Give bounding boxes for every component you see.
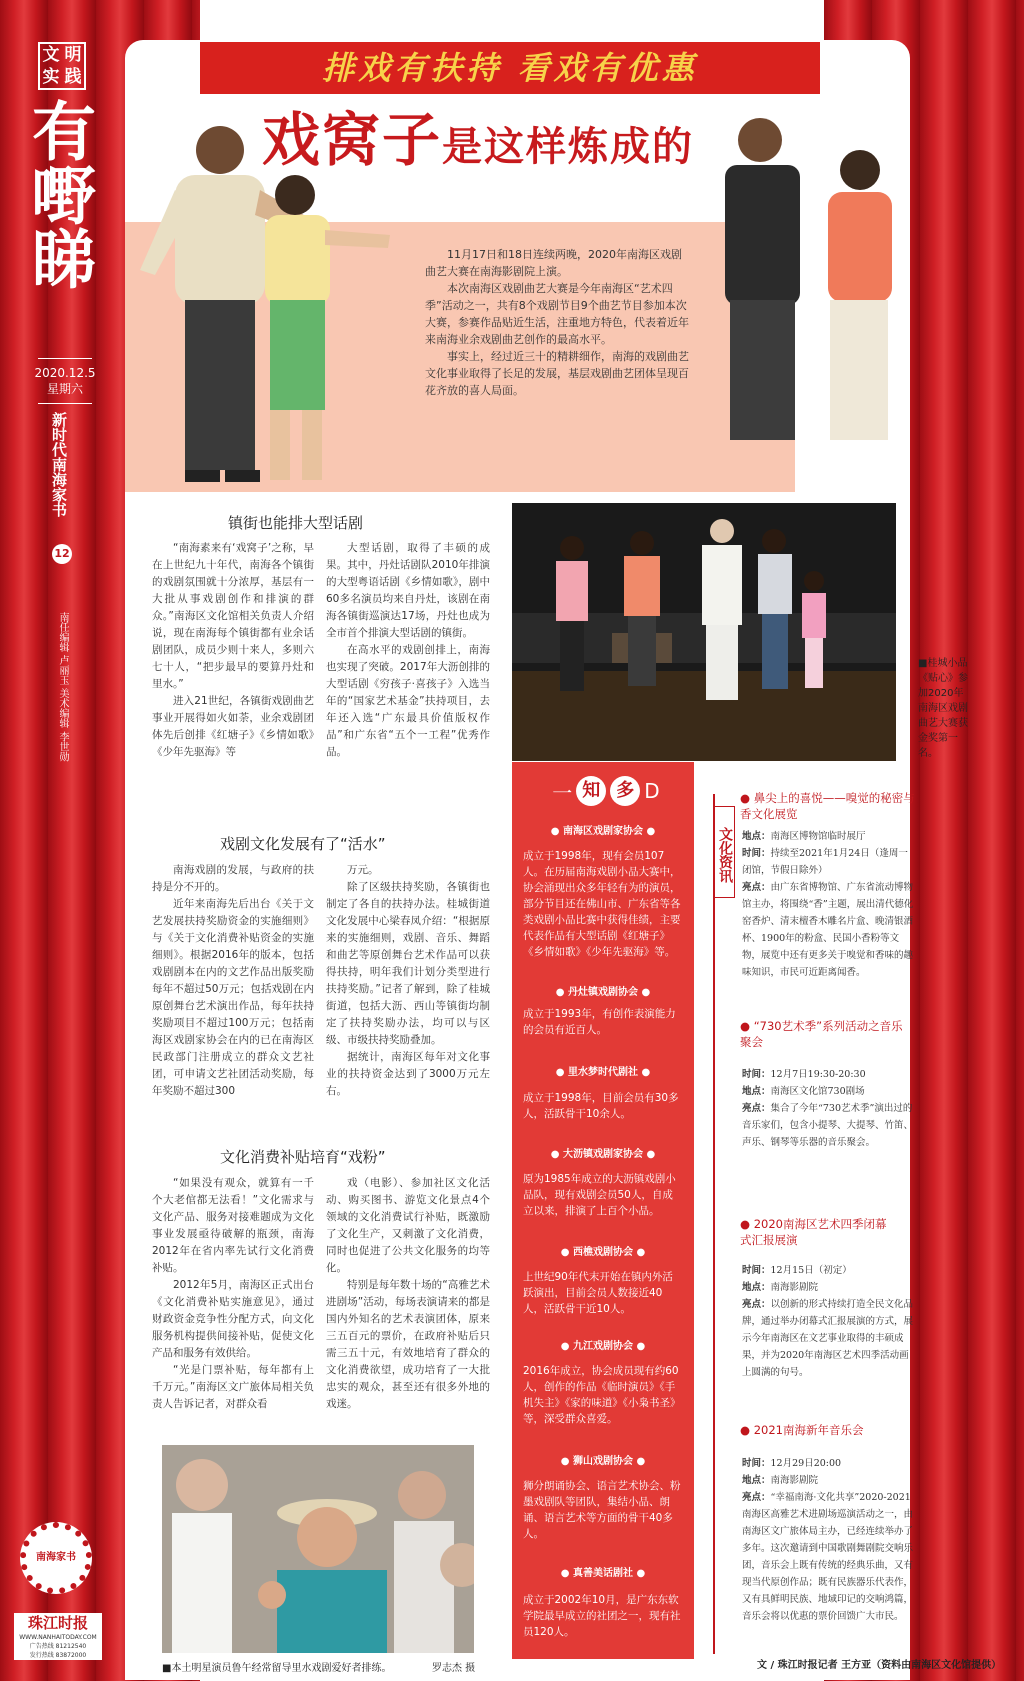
event-field-value: 南海区文化馆730剧场 (770, 1086, 865, 1097)
article-paragraph: 进入21世纪，各镇街戏剧曲艺事业开展得如火如荼，业余戏剧团体先后创排《红塘子》《乡情如歌》《少年先驱海》等 (152, 695, 314, 758)
qr-code[interactable] (20, 1522, 92, 1594)
page-number: 12 (52, 544, 72, 564)
intro-text (425, 246, 690, 399)
tag-char: 践 (64, 67, 82, 87)
event-field-label: 时间： (742, 848, 771, 859)
event-field-value: 12月7日19:30-20:30 (770, 1069, 866, 1080)
event-field-value: 南海区博物馆临时展厅 (770, 831, 866, 842)
article-column (152, 862, 314, 1100)
tag-char: 文 (42, 45, 60, 65)
intro-paragraph: 事实上，经过近三十的精耕细作，南海的戏剧曲艺文化事业取得了长足的发展，基层戏剧曲艺团体呈现百花齐放的喜人局面。 (425, 350, 689, 397)
masthead-credits: 南任编辑 卢丽玉 美术编辑 李世勋 (57, 612, 68, 762)
event-field-label: 地点： (742, 1475, 771, 1486)
association-desc: 成立于1998年，现有会员107人。在历届南海戏剧小品大赛中，协会涌现出众多年轻有为的演员，部分节目还在佛山市、广东省等各类戏剧小品比赛中获得佳绩，主要代表作品有大型话剧《红塘子》《乡情如歌》《少年先驱海》等。 (523, 850, 681, 958)
event-field-value: 集合了今年“730艺术季”演出过的音乐家们，包含小提琴、大提琴、竹笛、声乐、钢琴等乐器的音乐聚会。 (742, 1103, 914, 1148)
event-field-value: 12月15日（初定） (770, 1265, 852, 1276)
crowd-photo (162, 1445, 474, 1653)
event-field-value: “幸福南海·文化共享”2020-2021南海区高雅艺术进剧场巡演活动之一，由南海区文广旅体局主办，已经连续举办了多年。这次邀请到中国歌剧舞剧院交响乐团，音乐会上既有传统的经典乐曲，又有现当代原创作品；既有民族器乐代表作，又有具鲜明民族、地域印记的交响鸿篇，音乐会将以优惠的票价回馈广大市民。 (742, 1492, 914, 1622)
tag-char: 明 (64, 45, 82, 65)
event-title: ● 鼻尖上的喜悦——嗅觉的秘密与香文化展览 (740, 790, 925, 822)
article-paragraph: “南海素来有‘戏窝子’之称，早在上世纪九十年代，南海各个镇街的戏剧氛围就十分浓厚，基层有一大批从事戏剧创作和排演的群众。”南海区文化馆相关负责人介绍说，现在南海每个镇街都有业余话剧团队，成员少则十来人，多则六七十人，“把步最早的要算丹灶和里水。” (152, 542, 314, 690)
event-field-value: 南海影剧院 (770, 1475, 819, 1486)
association-name: ● 里水梦时代剧社 ● (555, 1067, 651, 1078)
newspaper-logo (14, 1613, 102, 1660)
article-paragraph: “光是门票补贴，每年都有上千万元。”南海区文广旅体局相关负责人告诉记者，对群众看 (152, 1364, 314, 1410)
stage-photo-caption: ■桂城小品《贴心》参加2020年南海区戏剧曲艺大赛获金奖第一名。 (918, 658, 968, 759)
association-desc: 成立于1993年，有创作表演能力的会员有近百人。 (523, 1008, 676, 1036)
event-details (742, 828, 914, 981)
event-field-label: 亮点： (742, 1492, 771, 1503)
culture-info-rule (713, 794, 715, 1654)
article-column (326, 540, 490, 761)
article-column (326, 1175, 490, 1413)
performers-right-image (710, 110, 910, 480)
association-name: ● 丹灶镇戏剧协会 ● (555, 987, 651, 998)
event-field-label: 亮点： (742, 882, 771, 893)
event-title: ● 2020南海区艺术四季闭幕式汇报展演 (740, 1216, 890, 1248)
event-field-value: 南海影剧院 (770, 1282, 819, 1293)
masthead-title: 有嘢睇 (21, 98, 96, 290)
association-name: ● 真善美话剧社 ● (560, 1568, 646, 1579)
article-column (152, 1175, 314, 1413)
issue-date: 2020.12.5 (34, 366, 96, 380)
article-title: 戏剧文化发展有了“活水” (220, 835, 386, 853)
event-field-label: 时间： (742, 1265, 771, 1276)
event-details (742, 1066, 914, 1151)
masthead-date (30, 352, 100, 410)
article-title: 文化消费补贴培育“戏粉” (220, 1148, 386, 1166)
masthead-tag (38, 42, 86, 90)
intro-paragraph: 本次南海区戏剧曲艺大赛是今年南海区“艺术四季”活动之一，共有8个戏剧节目9个曲艺节目参加本次大赛，参赛作品贴近生活，注重地方特色，代表着近年来南海业余戏剧曲艺创作的最高水平。 (425, 282, 689, 346)
event-field-label: 地点： (742, 831, 771, 842)
event-field-value: 由广东省博物馆、广东省流动博物馆主办，将围绕“香”主题，展出清代德化窑香炉、清末檀香木雕名片盒、晚清银酒杯、1900年的粉盒、民国小香粉等文物，展览中还有更多关于嗅觉和香味的趣味知识，市民可近距离闻香。 (742, 882, 914, 978)
stage-actors-image (512, 503, 896, 761)
tag-char: 实 (42, 67, 60, 87)
logo-name: 珠江时报 (27, 1614, 88, 1632)
stage-photo (512, 503, 896, 761)
issue-weekday: 星期六 (46, 382, 83, 396)
logo-phone: 发行热线 83872000 (29, 1652, 87, 1659)
event-field-label: 地点： (742, 1086, 771, 1097)
association-desc: 2016年成立，协会成员现有约60人，创作的作品《临时演员》《手机失主》《家的味道》《小枭书圣》等，深受群众喜爱。 (523, 1365, 681, 1425)
article-column (152, 540, 314, 761)
know-more-char: 知 (576, 776, 606, 806)
article-paragraph: 戏（电影）、参加社区文化活动、购买图书、游览文化景点4个领域的文化消费试行补贴，既激励了文化生产，又刺激了文化消费，同时也促进了公共文化服务的均等化。 (326, 1177, 490, 1274)
association-desc: 上世纪90年代末开始在镇内外活跃演出，目前会员人数接近40人，活跃骨干近10人。 (523, 1271, 673, 1315)
event-field-label: 亮点： (742, 1299, 771, 1310)
article-paragraph: 2012年5月，南海区正式出台《文化消费补贴实施意见》，通过财政资金竞争性分配方式，向文化服务机构提供间接补贴，促使文化产品和服务有效供给。 (152, 1279, 314, 1359)
event-field-value: 以创新的形式持续打造全民文化品牌，通过举办闭幕式汇报展演的方式，展示今年南海区在文艺事业取得的丰硕成果，并为2020年南海区艺术四季活动画上圆满的句号。 (742, 1299, 914, 1378)
article-paragraph: 万元。 (347, 864, 379, 876)
event-title: ● 2021南海新年音乐会 (740, 1422, 910, 1438)
event-field-label: 地点： (742, 1282, 771, 1293)
headline-banner: 排戏有扶持 看戏有优惠 (200, 42, 820, 94)
article-paragraph: “如果没有观众，就算有一千个大老倌都无法看！”文化需求与文化产品、服务对接难题成为文化事业发展亟待破解的瓶颈，南海2012年在省内率先试行文化消费补贴。 (152, 1177, 314, 1274)
article-title: 镇街也能排大型话剧 (228, 514, 364, 532)
association-desc: 狮分朗诵协会、语言艺术协会、粉墨戏剧队等团队，集结小品、朗诵、语言艺术等方面的骨干40多人。 (523, 1480, 681, 1540)
association-name: ● 九江戏剧协会 ● (560, 1341, 646, 1352)
event-field-label: 时间： (742, 1458, 771, 1469)
logo-url: WWW.NANHAITODAY.COM (19, 1634, 97, 1641)
article-paragraph: 特别是每年数十场的“高雅艺术进剧场”活动，每场表演请来的都是国内外知名的艺术表演团体，原来三五百元的票价，在政府补贴后只需三五十元，有效地培育了群众的文化消费欲望，成功培育了一大批忠实的观众，甚至还有很多外地的戏迷。 (326, 1279, 490, 1410)
qr-label: 南海家书 (36, 1552, 76, 1563)
association-name: ● 大沥镇戏剧家协会 ● (550, 1149, 656, 1160)
crowd-photo-caption: ■本土明星演员鲁午经常留导里水戏剧爱好者排练。 (162, 1663, 392, 1674)
crowd-photo-credit: 罗志杰 摄 (432, 1663, 476, 1674)
article-column (326, 862, 490, 1100)
association-desc: 原为1985年成立的大沥镇戏剧小品队，现有戏剧会员50人，自成立以来，排演了上百个小品。 (523, 1173, 676, 1217)
article-paragraph: 除了区级扶持奖励，各镇街也制定了各自的扶持办法。桂城街道文化发展中心梁春凤介绍：“根据原来的实施细则，戏剧、音乐、舞蹈和曲艺等原创舞台艺术作品可以获得扶持，明年我们计划分类型进行扶持奖励。”记者了解到，除了桂城街道，包括大沥、西山等镇街均制定了扶持奖励办法，均可以与区级、市级扶持奖励叠加。 (326, 881, 490, 1046)
event-details (742, 1262, 914, 1381)
association-name: ● 西樵戏剧协会 ● (560, 1247, 646, 1258)
event-field-label: 亮点： (742, 1103, 771, 1114)
event-title: ● “730艺术季”系列活动之音乐聚会 (740, 1018, 910, 1050)
article-paragraph: 南海戏剧的发展，与政府的扶持是分不开的。 (152, 864, 314, 893)
know-more-dash: 一 (552, 780, 573, 805)
logo-phone: 广告热线 81212540 (29, 1643, 87, 1650)
main-title-part2: 是这样炼成的 (442, 123, 695, 170)
know-more-header (536, 768, 676, 814)
association-desc: 成立于1998年，目前会员有30多人，活跃骨干10余人。 (523, 1092, 679, 1120)
main-title-part1: 戏窝子 (262, 106, 443, 174)
event-field-value: 持续至2021年1月24日（逢周一闭馆，节假日除外） (742, 848, 908, 876)
association-desc: 成立于2002年10月，是广东东软学院最早成立的社团之一，现有社员120人。 (523, 1594, 681, 1638)
crowd-image (162, 1445, 474, 1653)
association-name: ● 狮山戏剧协会 ● (560, 1456, 646, 1467)
culture-info-label: 文化资讯 (713, 806, 735, 898)
article-paragraph: 在高水平的戏剧创排上，南海也实现了突破。2017年大沥创排的大型话剧《穷孩子·喜孩子》入选当年的“国家艺术基金”扶持项目，去年还入选“广东最具价值版权作品”和广东省“五个一工程”优秀作品。 (326, 644, 490, 758)
article-paragraph: 近年来南海先后出台《关于文艺发展扶持奖励资金的实施细则》与《关于文化消费补贴资金的实施细则》。根据2016年的版本，包括戏剧剧本在内的文艺作品出版奖励每年不超过50万元；包括戏剧在内原创舞台艺术演出作品，每年扶持奖励项目不超过100万元；包括南海区戏剧家协会在内的已在南海区民政部门注册成立的群众文艺社团，可申请文艺社团活动奖励，每年奖励不超过300 (152, 898, 314, 1097)
association-name: ● 南海区戏剧家协会 ● (550, 826, 656, 837)
performers-left-image (130, 120, 420, 520)
intro-paragraph: 11月17日和18日连续两晚，2020年南海区戏剧曲艺大赛在南海影剧院上演。 (425, 248, 682, 278)
masthead-subtitle: 新时代南海家书 (50, 412, 68, 517)
article-paragraph: 据统计，南海区每年对文化事业的扶持资金达到了3000万元左右。 (326, 1051, 490, 1097)
event-field-value: 12月29日20:00 (770, 1458, 842, 1469)
event-field-label: 时间： (742, 1069, 771, 1080)
article-paragraph: 大型话剧，取得了丰硕的成果。其中，丹灶话剧队2010年排演的大型粤语话剧《乡情如歌》，剧中60多名演员均来自丹灶，该剧在南海各镇街巡演达17场，丹灶也成为全市首个排演大型话剧的镇街。 (326, 542, 490, 639)
know-more-char: 多 (610, 776, 640, 806)
event-details (742, 1455, 914, 1625)
footer-credit: 文 / 珠江时报记者 王方亚（资料由南海区文化馆提供） (757, 1660, 1002, 1671)
know-more-char: D (644, 779, 660, 803)
